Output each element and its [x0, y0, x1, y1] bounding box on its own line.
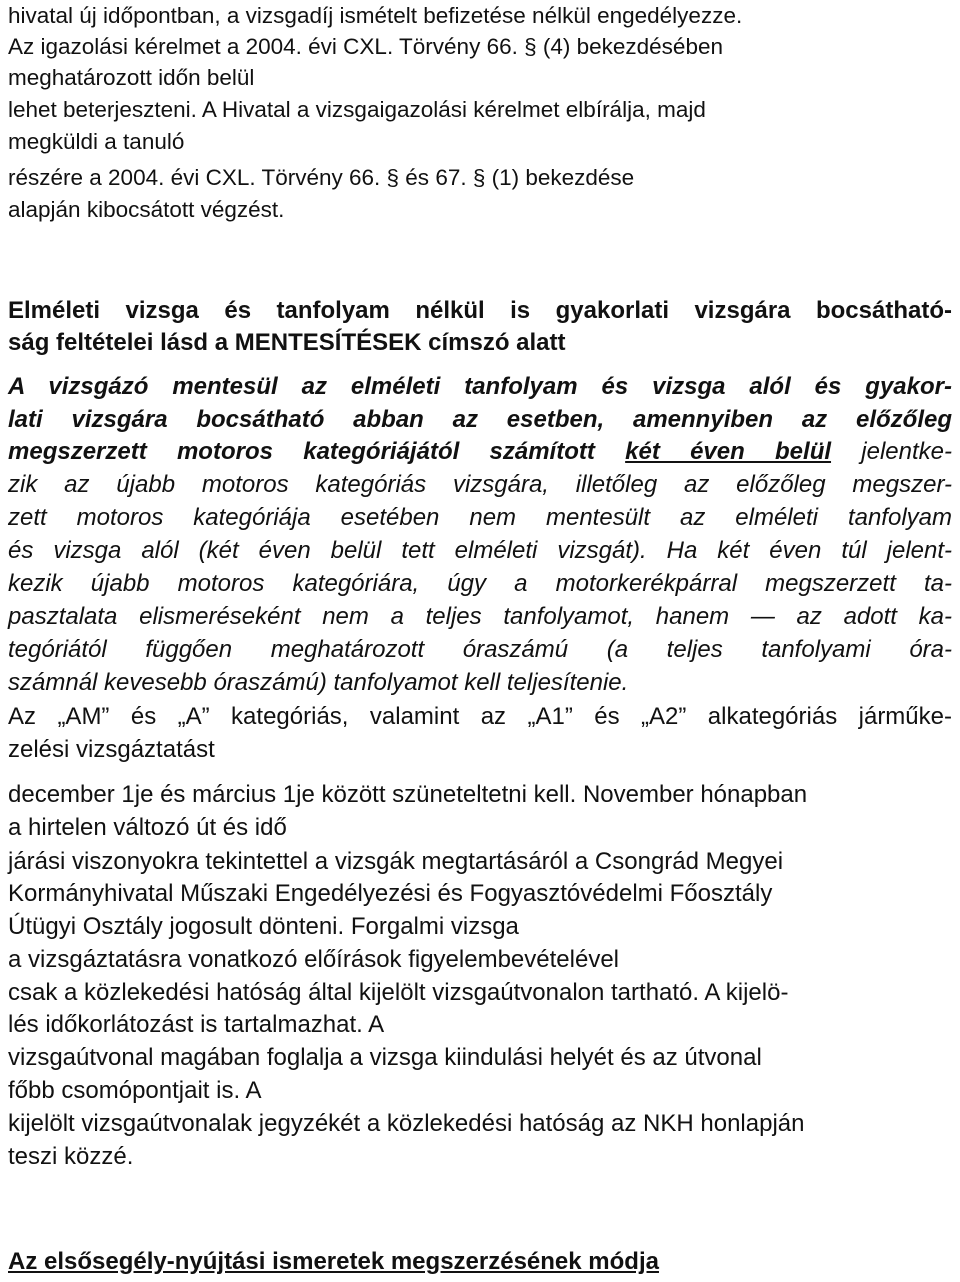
exemption-body-line-6	[8, 535, 952, 567]
exemption-body-line-3	[8, 436, 952, 468]
exemption-body-line-7: kezik újabb motoros kategóriára, úgy a motorkerékpárral megszerzett ta-	[8, 570, 952, 597]
winter-line-9: vizsgaútvonal magában foglalja a vizsga kiindulási helyét és az útvonal	[8, 1044, 762, 1071]
exemption-body-line-4: zik az újabb motoros kategóriás vizsgára, illetőleg az előzőleg megszer-	[8, 471, 952, 498]
intro-line-6: részére a 2004. évi CXL. Törvény 66. § és 67. § (1) bekezdése	[8, 165, 635, 190]
exemption-body-line-6-rest: Ha két éven túl jelent-	[646, 537, 953, 564]
intro-line-1: hivatal új időpontban, a vizsgadíj ismételt befizetése nélkül engedélyezze.	[8, 3, 743, 28]
intro-line-7: alapján kibocsátott végzést.	[8, 197, 285, 222]
section-heading: Az elsősegély-nyújtási ismeretek megszerzésének módja	[8, 1248, 659, 1275]
winter-line-7: csak a közlekedési hatóság által kijelölt vizsgaútvonalon tartható. A kijelö-	[8, 979, 789, 1006]
exemption-body-line-1: A vizsgázó mentesül az elméleti tanfolyam és vizsga alól és gyakor-	[8, 373, 952, 400]
intro-line-5: megküldi a tanuló	[8, 129, 185, 154]
winter-line-8: lés időkorlátozást is tartalmazhat. A	[8, 1011, 385, 1038]
winter-line-3: járási viszonyokra tekintettel a vizsgák megtartásáról a Csongrád Megyei	[8, 848, 784, 875]
exemption-heading-line-1: Elméleti vizsga és tanfolyam nélkül is gyakorlati vizsgára bocsátható-	[8, 297, 952, 324]
intro-line-2: Az igazolási kérelmet a 2004. évi CXL. Törvény 66. § (4) bekezdésében	[8, 34, 723, 59]
winter-line-2: a hirtelen változó út és idő	[8, 814, 287, 841]
am-paragraph-line-2: zelési vizsgáztatást	[8, 736, 215, 763]
winter-line-4: Kormányhivatal Műszaki Engedélyezési és Fogyasztóvédelmi Főosztály	[8, 880, 773, 907]
exemption-body-line-8: pasztalata elismeréseként nem a teljes tanfolyamot, hanem — az adott ka-	[8, 603, 952, 630]
am-paragraph-line-1: Az „AM” és „A” kategóriás, valamint az „A1” és „A2” alkategóriás járműke-	[8, 703, 952, 730]
intro-line-3: meghatározott időn belül	[8, 65, 255, 90]
winter-line-6: a vizsgáztatásra vonatkozó előírások figyelembevételével	[8, 946, 619, 973]
exemption-body-line-6-text: és vizsga alól (két éven belül tett elméleti vizsgát).	[8, 537, 647, 564]
two-years-underlined: két éven belül	[625, 438, 832, 465]
winter-line-5: Útügyi Osztály jogosult dönteni. Forgalmi vizsga	[8, 913, 519, 940]
exemption-body-line-2: lati vizsgára bocsátható abban az esetben, amennyiben az előzőleg	[8, 406, 952, 433]
winter-line-10: főbb csomópontjait is. A	[8, 1077, 262, 1104]
exemption-body-line-3-bold: megszerzett motoros kategóriájától számított	[8, 438, 626, 465]
exemption-body-line-3-rest: jelentke-	[831, 438, 952, 465]
winter-line-11: kijelölt vizsgaútvonalak jegyzékét a közlekedési hatóság az NKH honlapján	[8, 1110, 805, 1137]
exemption-heading-line-2: ság feltételei lásd a MENTESÍTÉSEK címszó alatt	[8, 329, 566, 356]
intro-line-4: lehet beterjeszteni. A Hivatal a vizsgaigazolási kérelmet elbírálja, majd	[8, 97, 706, 122]
winter-line-12: teszi közzé.	[8, 1143, 134, 1170]
winter-line-1: december 1je és március 1je között szüneteltetni kell. November hónapban	[8, 781, 808, 808]
exemption-body-line-10: számnál kevesebb óraszámú) tanfolyamot kell teljesítenie.	[8, 669, 629, 696]
exemption-body-line-5: zett motoros kategóriája esetében nem mentesült az elméleti tanfolyam	[8, 504, 952, 531]
exemption-body-line-9: tegóriától függően meghatározott óraszámú (a teljes tanfolyami óra-	[8, 636, 952, 663]
